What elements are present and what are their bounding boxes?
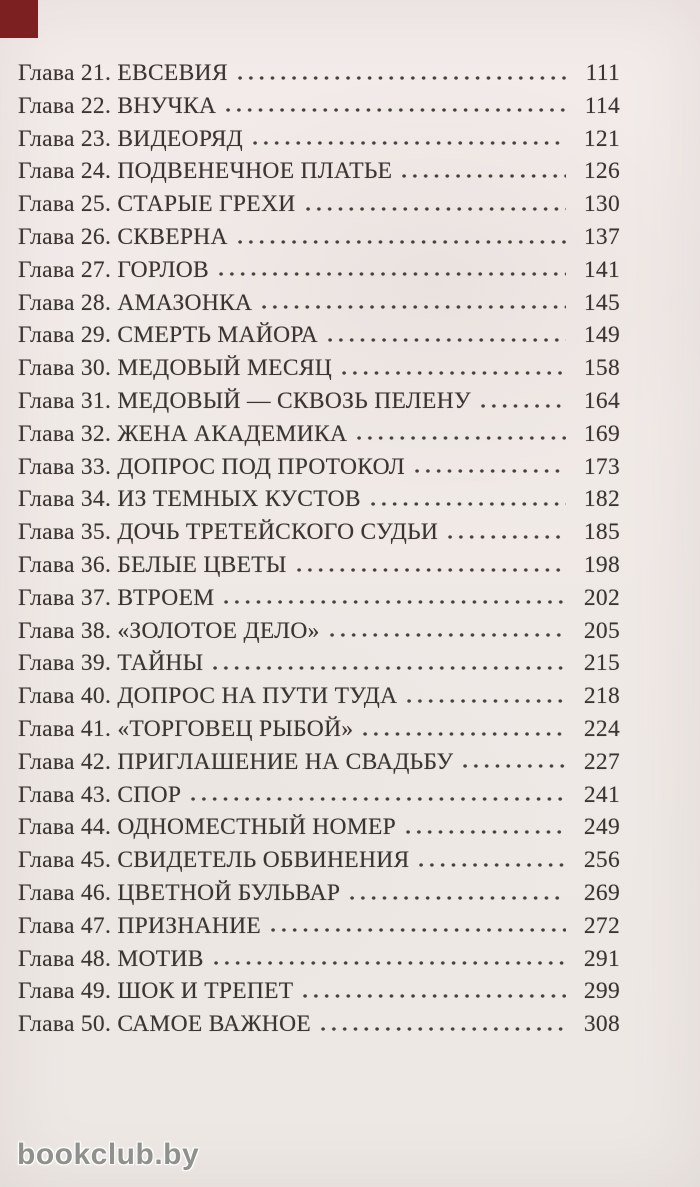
toc-entry-page: 272 (583, 912, 620, 939)
toc-entry (18, 93, 620, 126)
toc-entry (18, 716, 620, 749)
toc-entry (18, 683, 620, 716)
toc-entry-title: Глава 39. ТАЙНЫ (18, 650, 204, 677)
toc-entry-page: 241 (583, 781, 620, 808)
toc-entry (18, 847, 620, 880)
toc-entry-page: 224 (583, 715, 620, 742)
toc-entry-page: 185 (583, 519, 620, 546)
toc-entry-title: Глава 47. ПРИЗНАНИЕ (18, 912, 262, 939)
toc-entry-title: Глава 25. СТАРЫЕ ГРЕХИ (18, 191, 296, 218)
toc-entry (18, 421, 620, 454)
dot-leader (363, 732, 566, 736)
toc-entry-page: 114 (584, 92, 620, 119)
dot-leader (350, 896, 566, 900)
toc-entry (18, 388, 620, 421)
toc-entry-title: Глава 29. СМЕРТЬ МАЙОРА (18, 322, 319, 349)
dot-leader (271, 928, 566, 932)
toc-entry-title: Глава 34. ИЗ ТЕМНЫХ КУСТОВ (18, 486, 361, 513)
toc-entry (18, 749, 620, 782)
toc-entry (18, 814, 620, 847)
toc-entry-page: 141 (583, 256, 620, 283)
toc-entry-page: 164 (583, 387, 620, 414)
toc-entry (18, 158, 620, 191)
toc-entry-title: Глава 36. БЕЛЫЕ ЦВЕТЫ (18, 551, 287, 578)
toc-entry-page: 249 (583, 814, 620, 841)
dot-leader (371, 502, 566, 506)
toc-entry (18, 618, 620, 651)
toc-entry-title: Глава 32. ЖЕНА АКАДЕМИКА (18, 420, 348, 447)
toc-entry (18, 191, 620, 224)
red-corner-mark (0, 0, 38, 38)
toc-entry-page: 227 (583, 748, 620, 775)
toc-entry-page: 126 (583, 158, 620, 185)
toc-entry-title: Глава 38. «ЗОЛОТОЕ ДЕЛО» (18, 617, 320, 644)
toc-entry-title: Глава 45. СВИДЕТЕЛЬ ОБВИНЕНИЯ (18, 847, 410, 874)
toc-entry-page: 158 (583, 355, 620, 382)
toc-entry-page: 182 (583, 486, 620, 513)
toc-entry-page: 218 (583, 683, 620, 710)
toc-entry (18, 519, 620, 552)
toc-entry (18, 1011, 620, 1044)
toc-entry-title: Глава 43. СПОР (18, 781, 182, 808)
dot-leader (330, 633, 566, 637)
dot-leader (297, 568, 566, 572)
toc-entry (18, 552, 620, 585)
dot-leader (238, 76, 566, 80)
dot-leader (402, 174, 566, 178)
dot-leader (213, 666, 566, 670)
toc-entry-title: Глава 46. ЦВЕТНОЙ БУЛЬВАР (18, 879, 341, 906)
dot-leader (328, 338, 566, 342)
dot-leader (191, 797, 566, 801)
toc-entry-page: 299 (583, 978, 620, 1005)
toc-entry-title: Глава 23. ВИДЕОРЯД (18, 125, 244, 152)
toc-entry-title: Глава 50. САМОЕ ВАЖНОЕ (18, 1011, 312, 1038)
toc-entry-title: Глава 35. ДОЧЬ ТРЕТЕЙСКОГО СУДЬИ (18, 519, 439, 546)
dot-leader (415, 469, 566, 473)
dot-leader (253, 141, 566, 145)
toc-entry-page: 198 (583, 551, 620, 578)
toc-entry-page: 149 (583, 322, 620, 349)
toc-entry (18, 946, 620, 979)
dot-leader (321, 1027, 566, 1031)
toc-entry-title: Глава 37. ВТРОЕМ (18, 584, 215, 611)
dot-leader (226, 108, 566, 112)
dot-leader (448, 535, 566, 539)
toc-entry-page: 202 (583, 584, 620, 611)
toc-entry-page: 121 (583, 125, 620, 152)
table-of-contents (18, 60, 620, 1044)
dot-leader (224, 600, 566, 604)
toc-entry-title: Глава 40. ДОПРОС НА ПУТИ ТУДА (18, 683, 398, 710)
toc-entry (18, 257, 620, 290)
dot-leader (306, 207, 567, 211)
toc-entry (18, 486, 620, 519)
toc-entry-page: 169 (583, 420, 620, 447)
toc-entry-title: Глава 49. ШОК И ТРЕПЕТ (18, 978, 294, 1005)
toc-entry-title: Глава 26. СКВЕРНА (18, 223, 228, 250)
toc-entry-title: Глава 41. «ТОРГОВЕЦ РЫБОЙ» (18, 715, 354, 742)
dot-leader (214, 961, 566, 965)
toc-entry-page: 256 (583, 847, 620, 874)
toc-entry-page: 291 (583, 945, 620, 972)
dot-leader (303, 994, 566, 998)
toc-entry (18, 978, 620, 1011)
toc-entry-page: 145 (583, 289, 620, 316)
toc-entry (18, 290, 620, 323)
toc-entry (18, 322, 620, 355)
page-showthrough-smudge: ···· ——— ···· (420, 470, 526, 486)
dot-leader (407, 699, 566, 703)
toc-entry (18, 60, 620, 93)
toc-entry-title: Глава 44. ОДНОМЕСТНЫЙ НОМЕР (18, 814, 397, 841)
toc-entry (18, 224, 620, 257)
toc-entry (18, 782, 620, 815)
toc-entry-page: 215 (583, 650, 620, 677)
toc-entry-title: Глава 21. ЕВСЕВИЯ (18, 60, 228, 86)
toc-entry-title: Глава 24. ПОДВЕНЕЧНОЕ ПЛАТЬЕ (18, 158, 393, 185)
dot-leader (262, 305, 566, 309)
toc-entry-page: 205 (583, 617, 620, 644)
dot-leader (406, 830, 566, 834)
dot-leader (342, 371, 566, 375)
toc-entry (18, 650, 620, 683)
dot-leader (357, 436, 566, 440)
toc-entry-title: Глава 42. ПРИГЛАШЕНИЕ НА СВАДЬБУ (18, 748, 454, 775)
toc-entry-page: 308 (583, 1011, 620, 1038)
dot-leader (463, 764, 566, 768)
dot-leader (238, 240, 566, 244)
toc-entry-title: Глава 22. ВНУЧКА (18, 92, 217, 119)
toc-entry (18, 913, 620, 946)
toc-entry (18, 355, 620, 388)
toc-entry (18, 126, 620, 159)
dot-leader (481, 404, 566, 408)
dot-leader (219, 272, 566, 276)
toc-entry-title: Глава 33. ДОПРОС ПОД ПРОТОКОЛ (18, 453, 405, 480)
toc-entry-title: Глава 27. ГОРЛОВ (18, 256, 209, 283)
toc-entry-title: Глава 31. МЕДОВЫЙ — СКВОЗЬ ПЕЛЕНУ (18, 387, 471, 414)
toc-entry-title: Глава 30. МЕДОВЫЙ МЕСЯЦ (18, 355, 333, 382)
watermark: bookclub.by (17, 1138, 200, 1171)
toc-entry-page: 111 (585, 60, 620, 86)
toc-entry-title: Глава 28. АМАЗОНКА (18, 289, 253, 316)
toc-entry-page: 137 (583, 223, 620, 250)
toc-entry-title: Глава 48. МОТИВ (18, 945, 204, 972)
toc-entry-page: 173 (583, 453, 620, 480)
toc-entry-page: 269 (583, 879, 620, 906)
toc-entry (18, 454, 620, 487)
toc-entry-page: 130 (583, 191, 620, 218)
toc-entry (18, 880, 620, 913)
toc-entry (18, 585, 620, 618)
dot-leader (419, 863, 566, 867)
